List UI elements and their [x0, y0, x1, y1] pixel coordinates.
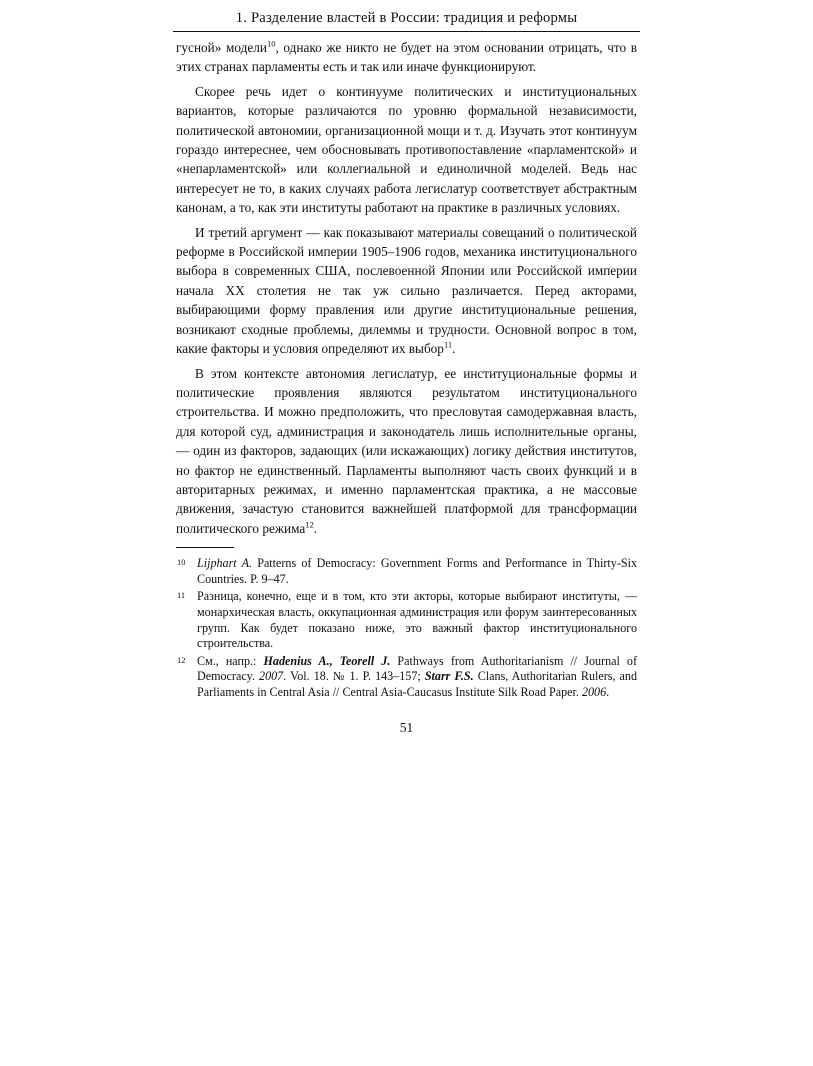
text-run: В этом контексте автономия легислатур, ее институциональные формы и политические проявления являются результатом институционального строительства. И можно предположить, что пресловутая самодержавная власть, для которой суд, администрация и законодатель лишь исполнительные органы, — один из факторов, задающих (или искажающих) логику действия институтов, но фактор не единственный. Парламенты выполняют часть своих функций и в авторитарных режимах, и именно парламентская практика, а не массовые движения, зачастую становится важнейшей платформой для трансформации политического режима — [176, 365, 637, 536]
text-run: . Vol. 18. № 1. P. 143–157; — [283, 669, 425, 684]
page-number: 51 — [399, 719, 414, 735]
paragraph — [176, 364, 637, 539]
footnote-text — [197, 556, 637, 587]
text-run: . — [606, 684, 610, 699]
author-name: Hadenius A., Teorell J. — [263, 653, 391, 668]
footnote-divider — [176, 547, 234, 548]
footnote-ref: 12 — [305, 519, 314, 530]
text-run: И третий аргумент — как показывают материалы совещаний о политической реформе в Российской империи 1905–1906 годов, механика институционального выбора в современных США, послевоенной Японии или Российской империи начала XX столетия не так уж сильно различается. Перед акторами, выбирающими форму правления или другие институциональные решения, возникают сходные проблемы, дилеммы и трудности. Основной вопрос в том, какие факторы и условия определяют их выбор — [176, 224, 637, 357]
running-head: 1. Разделение властей в России: традиция и реформы — [173, 10, 640, 32]
text-run: , однако же никто не будет на этом основании отрицать, что в этих странах парламенты есть и так или иначе функционируют. — [176, 40, 637, 75]
footnote-number: 11 — [177, 590, 186, 601]
italic-run: 2007 — [259, 669, 284, 684]
footnote-text — [197, 589, 637, 651]
text-run: Pathways from Authoritarianism // Journal of Democracy. — [197, 653, 637, 684]
footnote-number: 10 — [177, 557, 186, 568]
main-text — [176, 38, 637, 538]
text-run: Clans, Authoritarian Rulers, and Parliaments in Central Asia // Central Asia-Caucasus Institute Silk Road Paper. — [197, 669, 637, 699]
text-run: Разница, конечно, еще и в том, кто эти акторы, которые выбирают институты, — монархическая власть, оккупационная администрация или форум заинтересованных групп. Как будет показано ниже, это важный фактор институционального строительства. — [197, 589, 637, 651]
author-name: Starr F.S. — [424, 669, 474, 684]
bold-italic-run — [264, 654, 391, 668]
text-run: Скорее речь идет о континууме политических и институциональных вариантов, которые различаются по уровню формальной независимости, политической автономии, организационной мощи и т. д. Изучать этот континуум гораздо интереснее, чем обосновывать противопоставление «парламентской» и «непарламентской» или коллегиальной и единоличной моделей. Ведь нас интересует не то, в каких случаях работа легислатур соответствует абстрактным канонам, а то, как эти институты работают на практике в различных условиях. — [176, 83, 637, 216]
footnote-number: 12 — [177, 654, 186, 665]
paragraph — [176, 38, 637, 77]
italic-run: 2006 — [581, 684, 607, 699]
book-page — [176, 10, 637, 736]
footnote-ref: 10 — [266, 38, 276, 49]
footnote-ref: 11 — [443, 339, 453, 350]
paragraph — [176, 82, 637, 218]
paragraph — [176, 223, 637, 359]
text-run: . — [452, 341, 456, 357]
bold-italic-run — [425, 669, 474, 683]
footnote — [176, 589, 637, 651]
footnote — [176, 654, 637, 701]
footnote — [176, 556, 637, 587]
text-run: Patterns of Democracy: Government Forms and Performance in Thirty-Six Countries. P. 9–47. — [197, 556, 637, 586]
text-run: См., напр.: — [197, 653, 264, 668]
footnotes — [176, 556, 637, 700]
text-run: гусной» модели — [176, 40, 267, 55]
footnote-text — [197, 654, 637, 701]
italic-run: Lijphart A. — [197, 556, 253, 571]
text-run: . — [313, 520, 318, 536]
